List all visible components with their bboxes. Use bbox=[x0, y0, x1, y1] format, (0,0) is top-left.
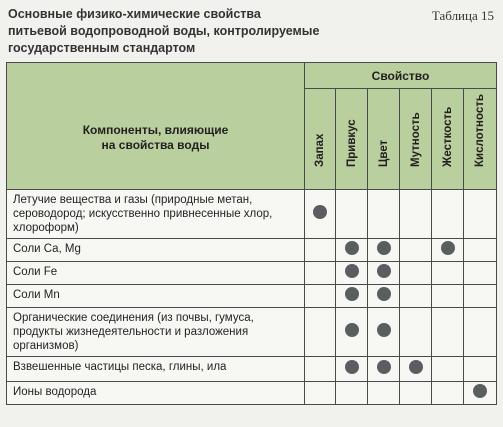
property-cell bbox=[432, 262, 464, 285]
property-cell bbox=[432, 285, 464, 308]
property-cell bbox=[464, 285, 497, 308]
property-cell bbox=[464, 308, 497, 357]
row-label: Соли Mn bbox=[7, 285, 305, 308]
table-number: Таблица 15 bbox=[431, 8, 494, 23]
property-cell bbox=[336, 190, 368, 239]
marker-dot-icon bbox=[345, 323, 359, 337]
marker-dot-icon bbox=[345, 287, 359, 301]
property-cell bbox=[464, 239, 497, 262]
table-row bbox=[7, 357, 497, 382]
property-cell bbox=[464, 262, 497, 285]
column-header-label: Кислотность bbox=[474, 94, 486, 167]
table-row bbox=[7, 262, 497, 285]
property-cell bbox=[336, 308, 368, 357]
property-cell bbox=[336, 357, 368, 382]
property-cell bbox=[336, 262, 368, 285]
column-header bbox=[368, 89, 400, 190]
water-properties-table bbox=[6, 62, 497, 405]
property-cell bbox=[432, 239, 464, 262]
property-cell bbox=[305, 382, 336, 405]
property-cell bbox=[400, 308, 432, 357]
property-cell bbox=[305, 190, 336, 239]
title-line: Основные физико-химические свойства bbox=[8, 7, 261, 21]
row-label: Органические соединения (из почвы, гумуса, продукты жизнедеятельности и разложения организмов) bbox=[7, 308, 305, 357]
table-row bbox=[7, 285, 497, 308]
column-header-label: Привкус bbox=[345, 119, 358, 167]
table-title bbox=[8, 6, 388, 57]
marker-dot-icon bbox=[377, 241, 391, 255]
row-label: Ионы водорода bbox=[7, 382, 305, 405]
row-label: Взвешенные частицы песка, глины, ила bbox=[7, 357, 305, 382]
marker-dot-icon bbox=[345, 360, 359, 374]
property-cell bbox=[400, 285, 432, 308]
property-cell bbox=[464, 190, 497, 239]
property-cell bbox=[305, 308, 336, 357]
property-cell bbox=[432, 308, 464, 357]
marker-dot-icon bbox=[313, 205, 327, 219]
property-cell bbox=[305, 357, 336, 382]
property-cell bbox=[368, 190, 400, 239]
property-group-header: Свойство bbox=[305, 63, 497, 89]
property-cell bbox=[368, 308, 400, 357]
marker-dot-icon bbox=[377, 360, 391, 374]
property-cell bbox=[336, 382, 368, 405]
column-header bbox=[464, 89, 497, 190]
table-row bbox=[7, 239, 497, 262]
property-cell bbox=[464, 382, 497, 405]
property-cell bbox=[400, 190, 432, 239]
row-label: Соли Fe bbox=[7, 262, 305, 285]
column-header bbox=[336, 89, 368, 190]
components-header bbox=[7, 63, 305, 190]
property-cell bbox=[336, 285, 368, 308]
property-cell bbox=[305, 239, 336, 262]
property-cell bbox=[368, 382, 400, 405]
property-cell bbox=[305, 262, 336, 285]
column-header-label: Запах bbox=[314, 133, 326, 167]
marker-dot-icon bbox=[441, 241, 455, 255]
marker-dot-icon bbox=[345, 241, 359, 255]
column-header-label: Мутность bbox=[409, 112, 422, 167]
property-cell bbox=[400, 357, 432, 382]
marker-dot-icon bbox=[345, 264, 359, 278]
property-cell bbox=[432, 382, 464, 405]
column-header-label: Цвет bbox=[377, 139, 390, 167]
table-row bbox=[7, 308, 497, 357]
marker-dot-icon bbox=[377, 287, 391, 301]
marker-dot-icon bbox=[409, 360, 423, 374]
marker-dot-icon bbox=[377, 323, 391, 337]
property-cell bbox=[305, 285, 336, 308]
marker-dot-icon bbox=[377, 264, 391, 278]
property-cell bbox=[368, 285, 400, 308]
property-cell bbox=[368, 262, 400, 285]
property-cell bbox=[432, 357, 464, 382]
property-cell bbox=[400, 239, 432, 262]
marker-dot-icon bbox=[473, 384, 487, 398]
table-row bbox=[7, 382, 497, 405]
row-label: Летучие вещества и газы (природные метан, сероводород; искусственно привнесенные хлор, хлороформ) bbox=[7, 190, 305, 239]
column-header bbox=[305, 89, 336, 190]
title-line: государственным стандартом bbox=[8, 41, 196, 55]
property-cell bbox=[368, 239, 400, 262]
column-header-label: Жесткость bbox=[441, 106, 454, 167]
row-label: Соли Ca, Mg bbox=[7, 239, 305, 262]
property-cell bbox=[464, 357, 497, 382]
property-cell bbox=[400, 382, 432, 405]
column-header bbox=[400, 89, 432, 190]
property-cell bbox=[400, 262, 432, 285]
table-caption bbox=[8, 6, 496, 58]
table-row bbox=[7, 190, 497, 239]
property-cell bbox=[336, 239, 368, 262]
title-line: питьевой водопроводной воды, контролируемые bbox=[8, 24, 320, 38]
column-header bbox=[432, 89, 464, 190]
property-cell bbox=[432, 190, 464, 239]
property-cell bbox=[368, 357, 400, 382]
components-header-text: Компоненты, влияющие на свойства воды bbox=[82, 123, 229, 152]
